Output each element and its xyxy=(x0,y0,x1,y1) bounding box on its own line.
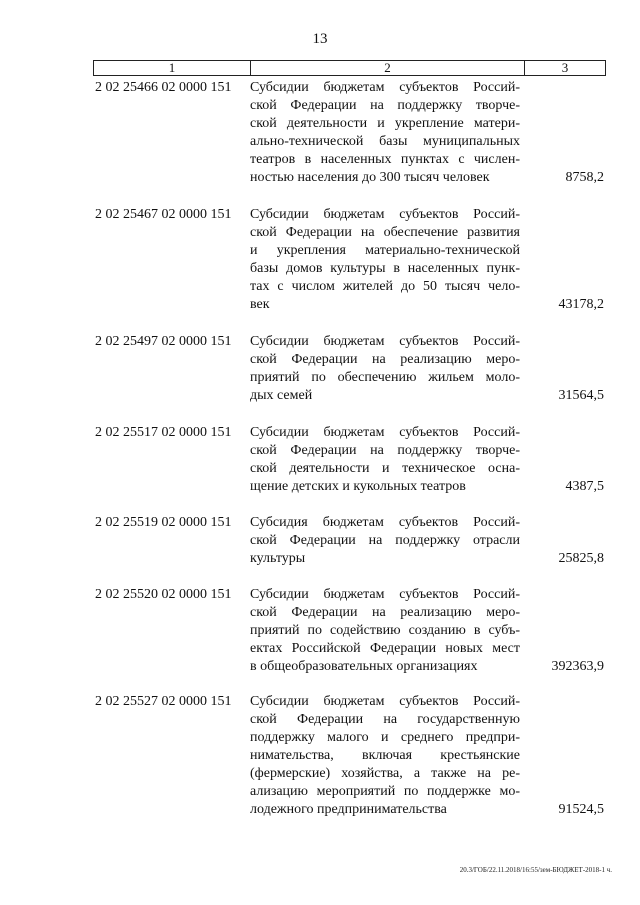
header-col-1: 1 xyxy=(94,61,251,75)
description-line: (фермерские) хозяйства, а также на ре- xyxy=(250,766,520,781)
table-header xyxy=(93,60,606,76)
description-line: ской Федерации на реализацию меро- xyxy=(250,352,520,367)
description-line: Субсидии бюджетам субъектов Россий- xyxy=(250,587,520,602)
row-description xyxy=(250,586,520,676)
row-amount: 43178,2 xyxy=(558,297,604,312)
header-col-2: 2 xyxy=(251,61,525,75)
description-line: ской деятельности и техническое осна- xyxy=(250,461,520,476)
description-line: культуры xyxy=(250,551,306,566)
document-footer: 20.3/ГОБ/22.11.2018/16:55/зем-БЮДЖЕТ-2018-1 ч. xyxy=(459,866,612,874)
description-line: ально-технической базы муниципальных xyxy=(250,134,520,149)
row-description xyxy=(250,424,520,496)
description-line: ской Федерации на поддержку отрасли xyxy=(250,533,520,548)
description-line: Субсидии бюджетам субъектов Россий- xyxy=(250,694,520,709)
row-description xyxy=(250,333,520,405)
row-amount: 25825,8 xyxy=(558,551,604,566)
row-description xyxy=(250,514,520,568)
description-line: Субсидии бюджетам субъектов Россий- xyxy=(250,425,520,440)
page-number: 13 xyxy=(312,31,328,47)
description-line: ской Федерации на поддержку творче- xyxy=(250,443,520,458)
description-line: тах с числом жителей до 50 тысяч чело- xyxy=(250,279,520,294)
description-line: ской деятельности и укрепление матери- xyxy=(250,116,520,131)
row-code: 2 02 25497 02 0000 151 xyxy=(95,334,232,349)
row-description xyxy=(250,206,520,314)
description-line: дых семей xyxy=(250,388,313,403)
description-line: приятий по обеспечению жильем моло- xyxy=(250,370,520,385)
row-amount: 392363,9 xyxy=(551,659,604,674)
description-line: базы домов культуры в населенных пунк- xyxy=(250,261,520,276)
description-line: театров в населенных пунктах с числен- xyxy=(250,152,520,167)
row-code: 2 02 25520 02 0000 151 xyxy=(95,587,232,602)
header-col-3: 3 xyxy=(561,60,569,75)
row-code: 2 02 25519 02 0000 151 xyxy=(95,515,232,530)
description-line: Субсидии бюджетам субъектов Россий- xyxy=(250,207,520,222)
row-description xyxy=(250,693,520,819)
row-amount: 8758,2 xyxy=(565,170,604,185)
row-amount: 31564,5 xyxy=(558,388,604,403)
description-line: Субсидии бюджетам субъектов Россий- xyxy=(250,80,520,95)
description-line: ской Федерации на государственную xyxy=(250,712,520,727)
description-line: Субсидии бюджетам субъектов Россий- xyxy=(250,334,520,349)
row-code: 2 02 25466 02 0000 151 xyxy=(95,80,232,95)
description-line: ской Федерации на обеспечение развития xyxy=(250,225,520,240)
description-line: и укрепления материально-технической xyxy=(250,243,520,258)
row-code: 2 02 25517 02 0000 151 xyxy=(95,425,232,440)
description-line: в общеобразовательных организациях xyxy=(250,659,478,674)
row-description xyxy=(250,79,520,187)
row-code: 2 02 25467 02 0000 151 xyxy=(95,207,232,222)
row-amount: 4387,5 xyxy=(565,479,604,494)
description-line: приятий по содействию созданию в субъ- xyxy=(250,623,520,638)
description-line: щение детских и кукольных театров xyxy=(250,479,466,494)
description-line: ектах Российской Федерации новых мест xyxy=(250,641,520,656)
description-line: лодежного предпринимательства xyxy=(250,802,447,817)
description-line: Субсидия бюджетам субъектов Россий- xyxy=(250,515,520,530)
description-line: поддержку малого и среднего предпри- xyxy=(250,730,520,745)
description-line: нимательства, включая крестьянские xyxy=(250,748,520,763)
description-line: ностью населения до 300 тысяч человек xyxy=(250,170,490,185)
description-line: век xyxy=(250,297,270,312)
row-code: 2 02 25527 02 0000 151 xyxy=(95,694,232,709)
description-line: ализацию мероприятий по поддержке мо- xyxy=(250,784,520,799)
description-line: ской Федерации на реализацию меро- xyxy=(250,605,520,620)
row-amount: 91524,5 xyxy=(558,802,604,817)
description-line: ской Федерации на поддержку творче- xyxy=(250,98,520,113)
